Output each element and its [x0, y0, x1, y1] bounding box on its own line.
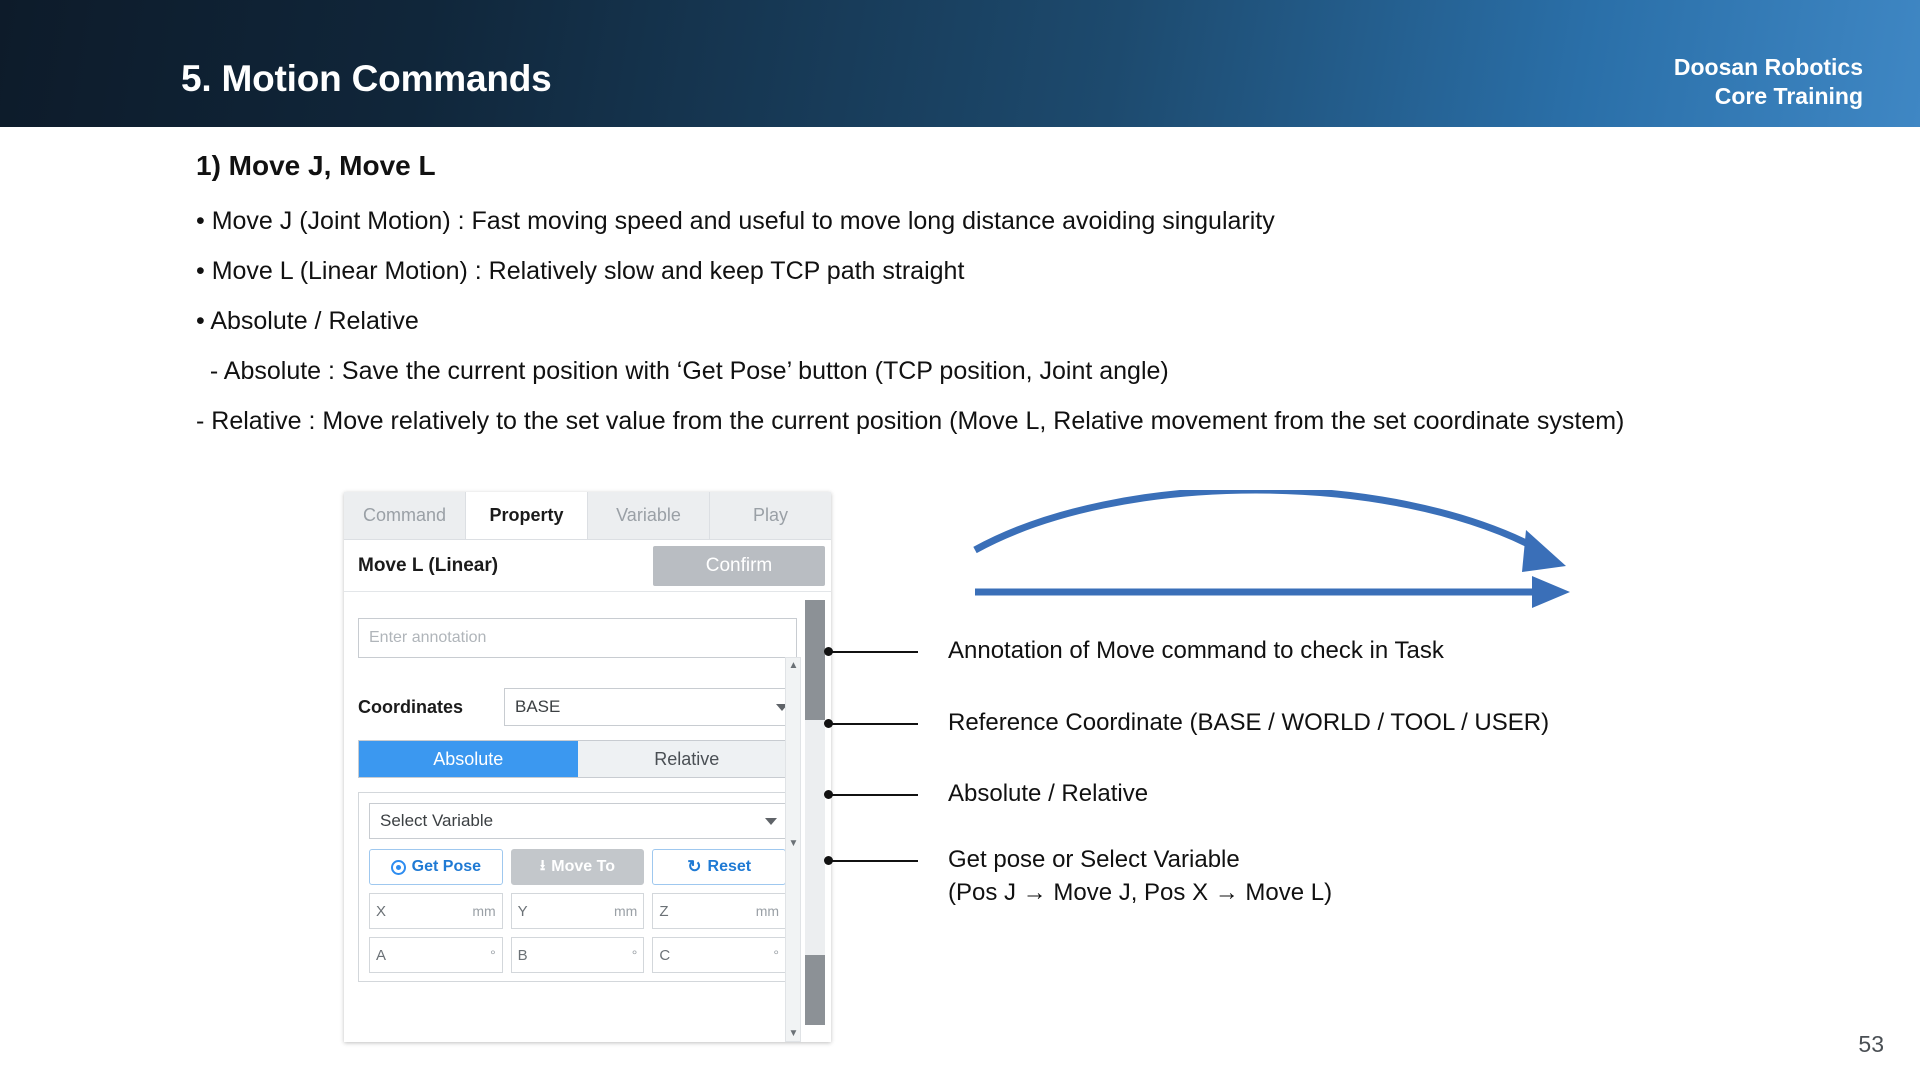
- section-subtitle: 1) Move J, Move L: [196, 150, 436, 181]
- motion-path-arrows: [960, 490, 1660, 620]
- refresh-icon: ↻: [687, 857, 702, 876]
- command-header-row: [344, 540, 831, 592]
- field-z-label: Z: [659, 902, 669, 920]
- bullet-item: • Move J (Joint Motion) : Fast moving speed and useful to move long distance avoiding singularity: [196, 207, 1275, 235]
- annotation-input[interactable]: [358, 618, 797, 658]
- brand-line-1: Doosan Robotics: [1673, 54, 1863, 80]
- field-c-unit: °: [773, 947, 780, 963]
- field-a[interactable]: [369, 937, 503, 973]
- straight-arrow-head: [1532, 576, 1570, 608]
- field-a-unit: °: [490, 947, 496, 963]
- toggle-relative[interactable]: Relative: [578, 741, 797, 777]
- brand-line-2: Core Training: [1714, 83, 1863, 109]
- field-z-unit: mm: [755, 903, 780, 919]
- bullet-item: - Absolute : Save the current position with ‘Get Pose’ button (TCP position, Joint angle): [196, 357, 1169, 385]
- tab-play[interactable]: Play: [710, 492, 831, 539]
- leader-line-2: [828, 723, 918, 725]
- callout-get-pose-line2: (Pos J → Move J, Pos X → Move L): [948, 879, 1333, 906]
- panel-scrollbar-thumb[interactable]: [805, 600, 825, 720]
- slide-header: [0, 0, 1920, 127]
- field-z[interactable]: [652, 893, 786, 929]
- chevron-down-icon: [765, 818, 777, 825]
- move-to-button[interactable]: [511, 849, 645, 885]
- callout-get-pose: [948, 843, 1332, 909]
- field-c[interactable]: [652, 937, 786, 973]
- variable-select-value: Select Variable: [380, 811, 494, 830]
- leader-line-4: [828, 860, 918, 862]
- leader-dot-3: [824, 790, 833, 799]
- panel-tab-bar[interactable]: [344, 492, 831, 540]
- field-b[interactable]: [511, 937, 645, 973]
- bullet-item: • Absolute / Relative: [196, 307, 419, 335]
- callout-get-pose-line1: Get pose or Select Variable: [948, 846, 1240, 873]
- pose-variable-box: [358, 792, 797, 982]
- pose-fields-row-2: [369, 937, 786, 973]
- toggle-absolute[interactable]: Absolute: [359, 741, 578, 777]
- leader-dot-2: [824, 719, 833, 728]
- field-x-label: X: [376, 902, 387, 920]
- callout-annotation: Annotation of Move command to check in Task: [948, 637, 1444, 664]
- coordinates-value: BASE: [515, 697, 561, 716]
- tab-property[interactable]: Property: [466, 492, 588, 539]
- panel-scrollbar-thumb-lower[interactable]: [805, 955, 825, 1025]
- tab-command[interactable]: Command: [344, 492, 466, 539]
- field-x[interactable]: [369, 893, 503, 929]
- absolute-relative-toggle[interactable]: [358, 740, 797, 778]
- callout-absolute-relative: Absolute / Relative: [948, 780, 1149, 807]
- field-b-label: B: [517, 946, 528, 964]
- field-x-unit: mm: [472, 903, 496, 919]
- leader-dot-4: [824, 856, 833, 865]
- reset-button[interactable]: [652, 849, 786, 885]
- coordinates-row: [358, 688, 797, 726]
- field-a-label: A: [376, 946, 387, 964]
- leader-dot-1: [824, 647, 833, 656]
- slide-page-number: 53: [1858, 1031, 1884, 1057]
- coordinates-select[interactable]: [504, 688, 797, 726]
- download-arrow-icon: ⭳: [540, 856, 546, 874]
- leader-line-3: [828, 794, 918, 796]
- callout-coordinates: Reference Coordinate (BASE / WORLD / TOOL / USER): [948, 709, 1550, 736]
- curved-arrow-head: [1522, 530, 1566, 572]
- bullet-item: - Relative : Move relatively to the set value from the current position (Move L, Relative movement from the set coordinate system): [196, 407, 1625, 435]
- scroll-collapse-arrow-icon[interactable]: ▼: [788, 838, 799, 849]
- inner-scrollbar[interactable]: [785, 657, 801, 1042]
- coordinates-label: Coordinates: [358, 696, 464, 717]
- field-y-unit: mm: [614, 903, 638, 919]
- bullet-list: [196, 196, 1716, 446]
- get-pose-button[interactable]: [369, 849, 503, 885]
- field-y[interactable]: [511, 893, 645, 929]
- variable-select[interactable]: [369, 803, 786, 839]
- confirm-button[interactable]: Confirm: [653, 546, 825, 586]
- get-pose-label: Get Pose: [411, 858, 482, 875]
- scroll-up-arrow-icon[interactable]: ▲: [788, 660, 799, 671]
- bullet-item: • Move L (Linear Motion) : Relatively slow and keep TCP path straight: [196, 257, 965, 285]
- pose-button-row: [369, 849, 786, 885]
- leader-line-1: [828, 651, 918, 653]
- field-c-label: C: [659, 946, 671, 964]
- teach-pendant-property-panel: [344, 492, 831, 1042]
- command-name-label: Move L (Linear): [358, 554, 499, 576]
- field-b-unit: °: [631, 947, 638, 963]
- annotation-placeholder: Enter annotation: [369, 629, 487, 646]
- reset-label: Reset: [707, 858, 752, 875]
- move-to-label: Move To: [551, 858, 615, 875]
- page-title: 5. Motion Commands: [181, 58, 552, 99]
- radio-icon: [391, 860, 406, 875]
- brand-logo-text: [1674, 53, 1863, 111]
- panel-body: [344, 592, 831, 992]
- scroll-down-arrow-icon[interactable]: ▼: [788, 1028, 799, 1039]
- panel-scrollbar[interactable]: [805, 600, 825, 1025]
- curved-path-arrow: [975, 490, 1540, 550]
- tab-variable[interactable]: Variable: [588, 492, 710, 539]
- pose-fields-row-1: [369, 893, 786, 929]
- field-y-label: Y: [517, 902, 528, 920]
